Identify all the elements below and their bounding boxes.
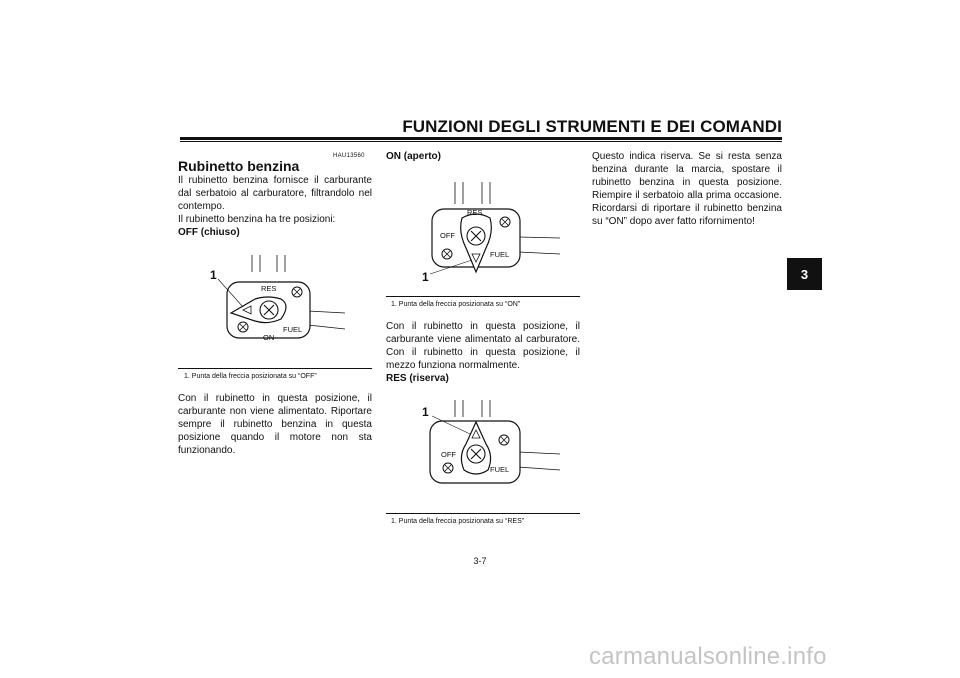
off-heading: OFF (chiuso) bbox=[178, 227, 240, 238]
fuel-label: FUEL bbox=[490, 465, 510, 474]
on-text: Con il rubinetto in questa posizione, il carburante viene alimentato al carburatore. Con il rubinetto in questa posizione, il mezzo funziona normalmente. bbox=[386, 321, 580, 371]
intro-text: Il rubinetto benzina fornisce il carburante dal serbatoio al carburatore, filtrandolo nel contempo. bbox=[178, 175, 372, 212]
intro-paragraph bbox=[178, 174, 372, 239]
off-label: OFF bbox=[441, 450, 456, 459]
header-rule bbox=[180, 137, 782, 140]
header-rule-thin bbox=[180, 141, 782, 142]
res-paragraph bbox=[592, 150, 782, 228]
off-caption: 1. Punta della freccia posizionata su “OFF” bbox=[184, 373, 317, 380]
off-text: Con il rubinetto in questa posizione, il carburante non viene alimentato. Riportare sempre il rubinetto benzina in questa posizione quando il motore non sta funzionando. bbox=[178, 393, 372, 456]
section-code: HAU13560 bbox=[333, 153, 365, 159]
on-heading: ON (aperto) bbox=[386, 151, 441, 162]
off-label: OFF bbox=[440, 231, 455, 240]
on-callout-number: 1 bbox=[422, 270, 429, 282]
caption-divider bbox=[386, 513, 580, 514]
fuel-cock-res-figure bbox=[408, 400, 560, 490]
on-label: ON bbox=[263, 333, 275, 342]
off-paragraph bbox=[178, 392, 372, 457]
res-callout-number: 1 bbox=[422, 405, 429, 419]
fuel-cock-off-figure bbox=[205, 255, 355, 345]
on-paragraph bbox=[386, 320, 580, 385]
fuel-label: FUEL bbox=[490, 250, 510, 259]
res-text: Questo indica riserva. Se si resta senza benzina durante la marcia, spostare il rubinetto benzina in questa posizione. Riempire il serbatoio alla prima occasione. Ricordarsi di riportare il rubinetto benzina su “ON” dopo aver fatto rifornimento! bbox=[592, 151, 782, 227]
section-title: Rubinetto benzina bbox=[178, 158, 300, 174]
page-header-title: FUNZIONI DEGLI STRUMENTI E DEI COMANDI bbox=[402, 117, 782, 136]
fuel-cock-on-figure bbox=[410, 182, 560, 282]
res-heading: RES (riserva) bbox=[386, 373, 449, 384]
caption-divider bbox=[386, 296, 580, 297]
on-caption: 1. Punta della freccia posizionata su “ON” bbox=[391, 301, 521, 308]
page-number: 3-7 bbox=[473, 556, 487, 566]
on-heading-block bbox=[386, 150, 580, 163]
res-label: RES bbox=[467, 208, 483, 217]
caption-divider bbox=[178, 368, 372, 369]
chapter-tab[interactable]: 3 bbox=[787, 258, 822, 290]
watermark[interactable]: carmanualsonline.info bbox=[589, 643, 827, 670]
off-callout-number: 1 bbox=[210, 268, 217, 282]
fuel-label: FUEL bbox=[283, 325, 303, 334]
res-caption: 1. Punta della freccia posizionata su “RES” bbox=[391, 518, 525, 525]
res-label: RES bbox=[261, 284, 277, 293]
positions-intro: Il rubinetto benzina ha tre posizioni: bbox=[178, 214, 336, 225]
